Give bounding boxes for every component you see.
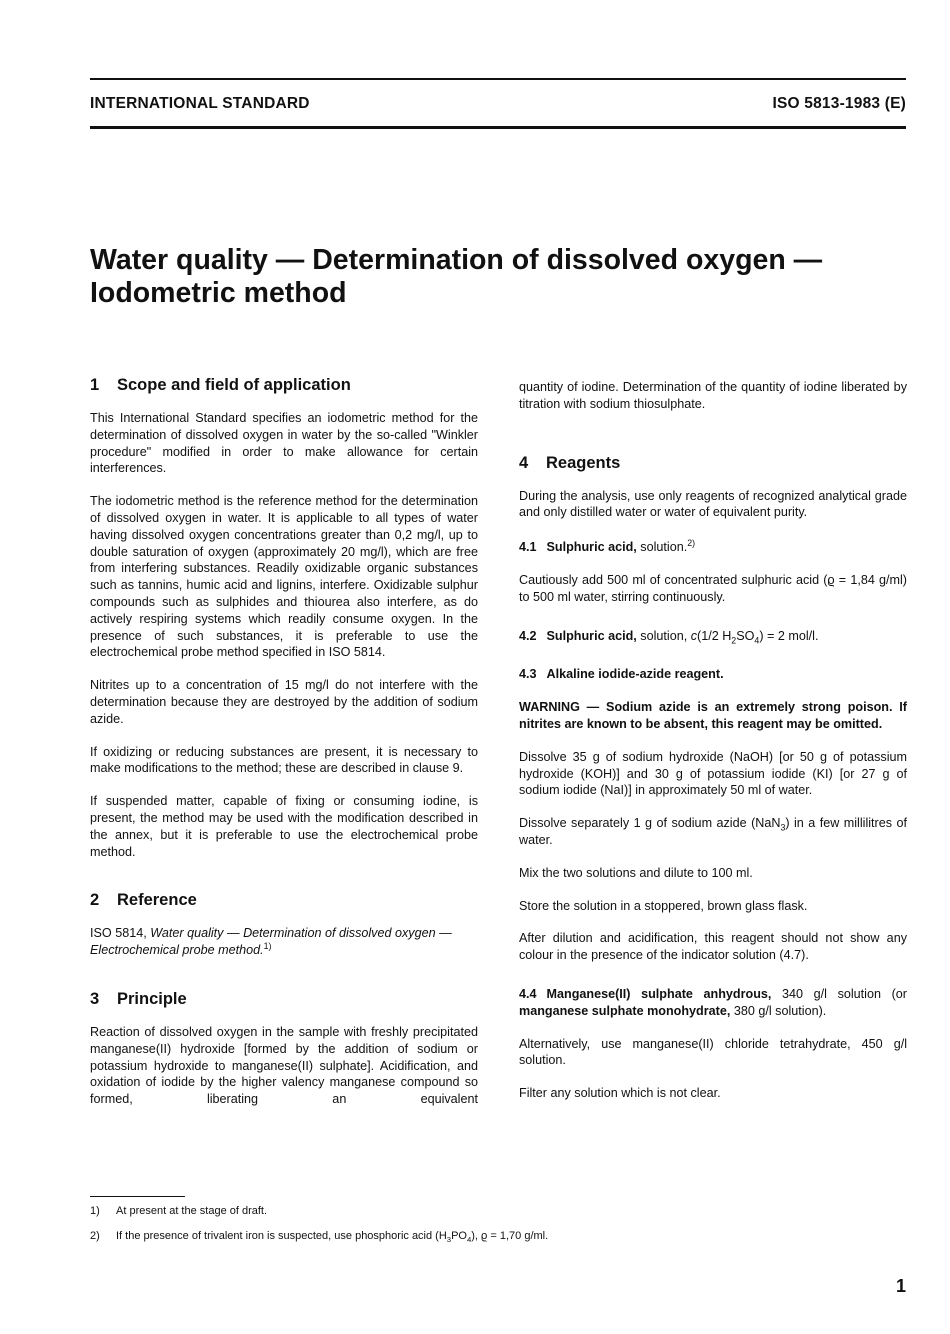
footnote-rule (90, 1196, 185, 1197)
footnote-1: 1) At present at the stage of draft. (90, 1205, 268, 1217)
reagent-4-3-text: Mix the two solutions and dilute to 100 ml. (519, 865, 753, 880)
reagent-4-3-text: Dissolve 35 g of sodium hydroxide (NaOH) [or 50 g of potassium hydroxide (KOH)] and 30 g of potassium iodide (KI) [or 27 g of sodium iodide (NaI)] in approximately 50 ml of water. (519, 749, 907, 798)
s1-paragraph: Nitrites up to a concentration of 15 mg/l do not interfere with the determination because they are destroyed by the addition of sodium azide. (90, 678, 478, 726)
section-1-heading: 1 Scope and field of application (90, 376, 351, 394)
section-4-heading: 4 Reagents (519, 453, 621, 472)
s1-paragraph: If suspended matter, capable of fixing or consuming iodine, is present, the method may be used with the modification described in the annex, but it is preferable to use the electrochemical probe method. (90, 794, 478, 859)
footnote-2: 2) If the presence of trivalent iron is suspected, use phosphoric acid $(H_3PO_4)$, ϱ = 1,70 g/ml. (90, 1230, 549, 1245)
s2-reference: ISO 5814, Water quality — Determination of dissolved oxygen — Electrochemical probe method.$^{1)}$ (90, 926, 452, 958)
header-right: ISO 5813-1983 (E) (772, 95, 906, 112)
reagent-4-3-text: After dilution and acidification, this reagent should not show any colour in the presence of the indicator solution (4.7). (519, 931, 907, 963)
header-left: INTERNATIONAL STANDARD (90, 95, 310, 112)
title-line-1: Water quality — Determination of dissolved oxygen — (90, 244, 823, 276)
header-bottom-rule (90, 126, 906, 129)
reagent-4-3-text: Dissolve separately 1 g of sodium azide (NaN$_3$) in a few millilitres of water. (519, 816, 907, 847)
s1-paragraph: This International Standard specifies an iodometric method for the determination of dissolved oxygen in water by the so-called "Winkler procedure" modified in order to make allowance for certain interferences. (90, 411, 478, 476)
right-column (519, 379, 907, 1118)
s1-paragraph: If oxidizing or reducing substances are present, it is necessary to make modifications to the method; these are described in clause 9. (90, 744, 478, 776)
reagent-4-1-heading: 4.1 Sulphuric acid, solution.$^{2)}$ (519, 538, 696, 555)
title-line-2: Iodometric method (90, 277, 347, 309)
header-top-rule (90, 78, 906, 80)
reagent-4-3-warning: WARNING — Sodium azide is an extremely strong poison. If nitrites are known to be absent, this reagent may be omitted. (519, 700, 907, 731)
reagent-4-4-text: Alternatively, use manganese(II) chloride tetrahydrate, 450 g/l solution. (519, 1036, 907, 1068)
left-column (90, 375, 478, 1124)
reagent-4-4-heading: 4.4 Manganese(II) sulphate anhydrous, 340 g/l solution (or manganese sulphate monohydrate, 380 g/l solution). (519, 986, 908, 1018)
section-2-heading: 2 Reference (90, 891, 197, 910)
section-3-heading: 3 Principle (90, 989, 187, 1008)
reagent-4-3-text: Store the solution in a stoppered, brown glass flask. (519, 898, 808, 913)
reagent-4-4-text: Filter any solution which is not clear. (519, 1086, 721, 1101)
s4-intro: During the analysis, use only reagents of recognized analytical grade and only distilled water or water of equivalent purity. (519, 488, 907, 520)
page-number: 1 (895, 1276, 906, 1296)
reagent-4-2-heading: 4.2 Sulphuric acid, solution, c(1/2 $H_2SO_4) = 2$ mol/l. (519, 628, 819, 646)
s3-paragraph-cont: quantity of iodine. Determination of the quantity of iodine liberated by titration with sodium thiosulphate. (519, 380, 907, 411)
document-title (90, 244, 906, 310)
s3-paragraph: Reaction of dissolved oxygen in the sample with freshly precipitated manganese(II) hydroxide [formed by the addition of sodium or potassium hydroxide to manganese(II) sulphate]. Acidification, and oxidation of iodide by the higher valency manganese compound so formed, liberating an equivalent (90, 1024, 478, 1107)
reagent-4-3-heading: 4.3 Alkaline iodide-azide reagent. (519, 667, 724, 682)
s1-paragraph: The iodometric method is the reference method for the determination of dissolved oxygen in water. It is applicable to all types of water having dissolved oxygen concentrations greater than 0,2 mg/l, up to double saturation of oxygen (approximately 20 mg/l), which are free from interfering substances. Readily oxidizable organic substances such as tannins, humic acid and lignins, interfere. Oxidizable sulphur compounds such as sulphides and thiourea also interfere, as do actively respiring systems which readily consume oxygen. In the presence of such substances, it is preferable to use the electrochemical probe method specified in ISO 5814. (90, 494, 478, 660)
reagent-4-1-text: Cautiously add 500 ml of concentrated sulphuric acid (ϱ = 1,84 g/ml) to 500 ml water, stirring continuously. (519, 572, 907, 604)
